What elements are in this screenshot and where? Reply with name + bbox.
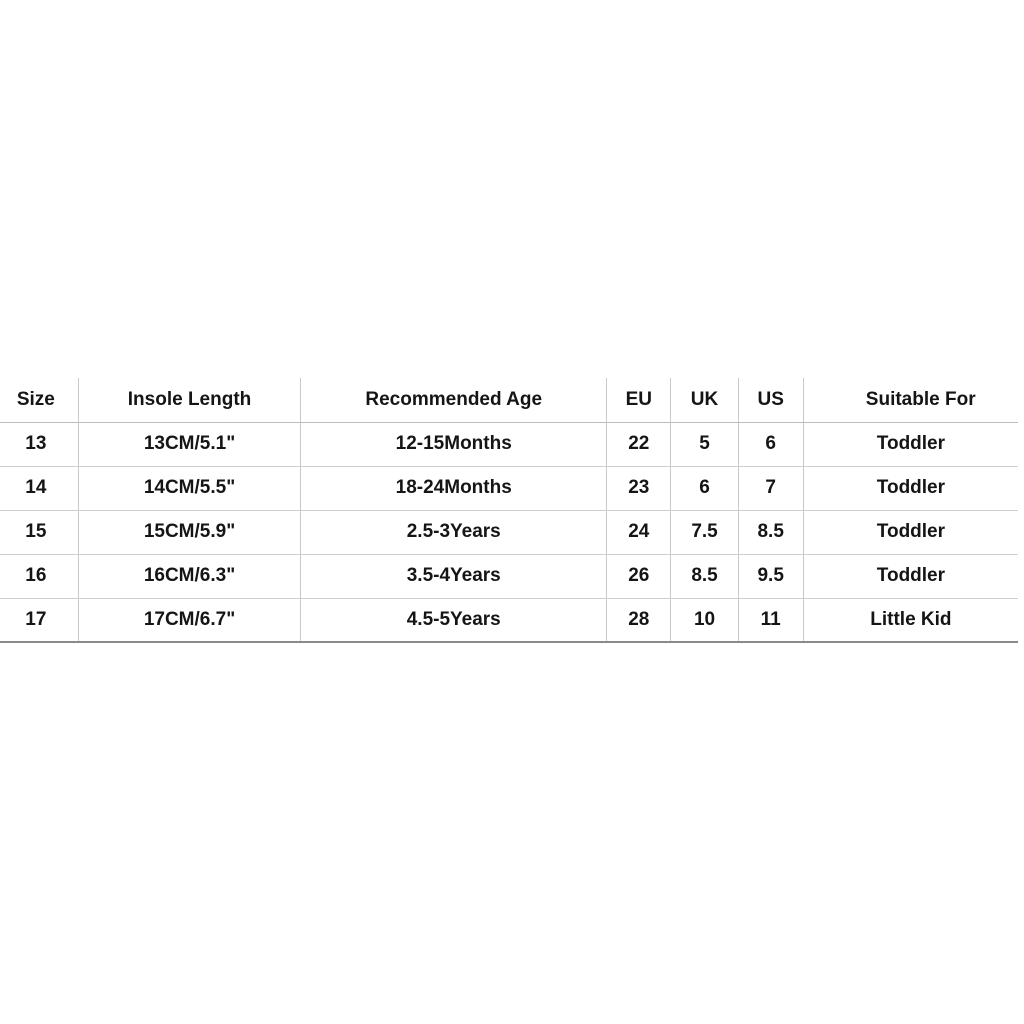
cell-size: 14	[0, 466, 78, 510]
cell-size: 13	[0, 422, 78, 466]
cell-insole-length: 16CM/6.3"	[78, 554, 301, 598]
cell-eu: 28	[607, 598, 671, 642]
size-chart-table	[0, 378, 1018, 643]
header-uk: UK	[671, 378, 738, 422]
header-eu: EU	[607, 378, 671, 422]
cell-us: 9.5	[738, 554, 803, 598]
header-us: US	[738, 378, 803, 422]
table-row	[0, 510, 1018, 554]
cell-recommended-age: 12-15Months	[301, 422, 607, 466]
cell-uk: 6	[671, 466, 738, 510]
table-row	[0, 466, 1018, 510]
cell-suitable-for: Little Kid	[803, 598, 1018, 642]
cell-insole-length: 14CM/5.5"	[78, 466, 301, 510]
table-header-row	[0, 378, 1018, 422]
cell-us: 11	[738, 598, 803, 642]
header-recommended-age: Recommended Age	[301, 378, 607, 422]
cell-recommended-age: 18-24Months	[301, 466, 607, 510]
cell-suitable-for: Toddler	[803, 466, 1018, 510]
cell-suitable-for: Toddler	[803, 422, 1018, 466]
cell-eu: 22	[607, 422, 671, 466]
cell-uk: 8.5	[671, 554, 738, 598]
cell-recommended-age: 3.5-4Years	[301, 554, 607, 598]
cell-recommended-age: 2.5-3Years	[301, 510, 607, 554]
header-suitable-for: Suitable For	[803, 378, 1018, 422]
cell-eu: 23	[607, 466, 671, 510]
cell-us: 7	[738, 466, 803, 510]
cell-eu: 26	[607, 554, 671, 598]
cell-uk: 7.5	[671, 510, 738, 554]
header-size: Size	[0, 378, 78, 422]
cell-suitable-for: Toddler	[803, 554, 1018, 598]
cell-eu: 24	[607, 510, 671, 554]
cell-insole-length: 13CM/5.1"	[78, 422, 301, 466]
cell-size: 17	[0, 598, 78, 642]
cell-insole-length: 15CM/5.9"	[78, 510, 301, 554]
cell-uk: 5	[671, 422, 738, 466]
table-row	[0, 422, 1018, 466]
cell-size: 16	[0, 554, 78, 598]
table-row	[0, 554, 1018, 598]
cell-suitable-for: Toddler	[803, 510, 1018, 554]
table-row	[0, 598, 1018, 642]
header-insole-length: Insole Length	[78, 378, 301, 422]
cell-insole-length: 17CM/6.7"	[78, 598, 301, 642]
cell-us: 6	[738, 422, 803, 466]
cell-uk: 10	[671, 598, 738, 642]
cell-size: 15	[0, 510, 78, 554]
cell-us: 8.5	[738, 510, 803, 554]
cell-recommended-age: 4.5-5Years	[301, 598, 607, 642]
